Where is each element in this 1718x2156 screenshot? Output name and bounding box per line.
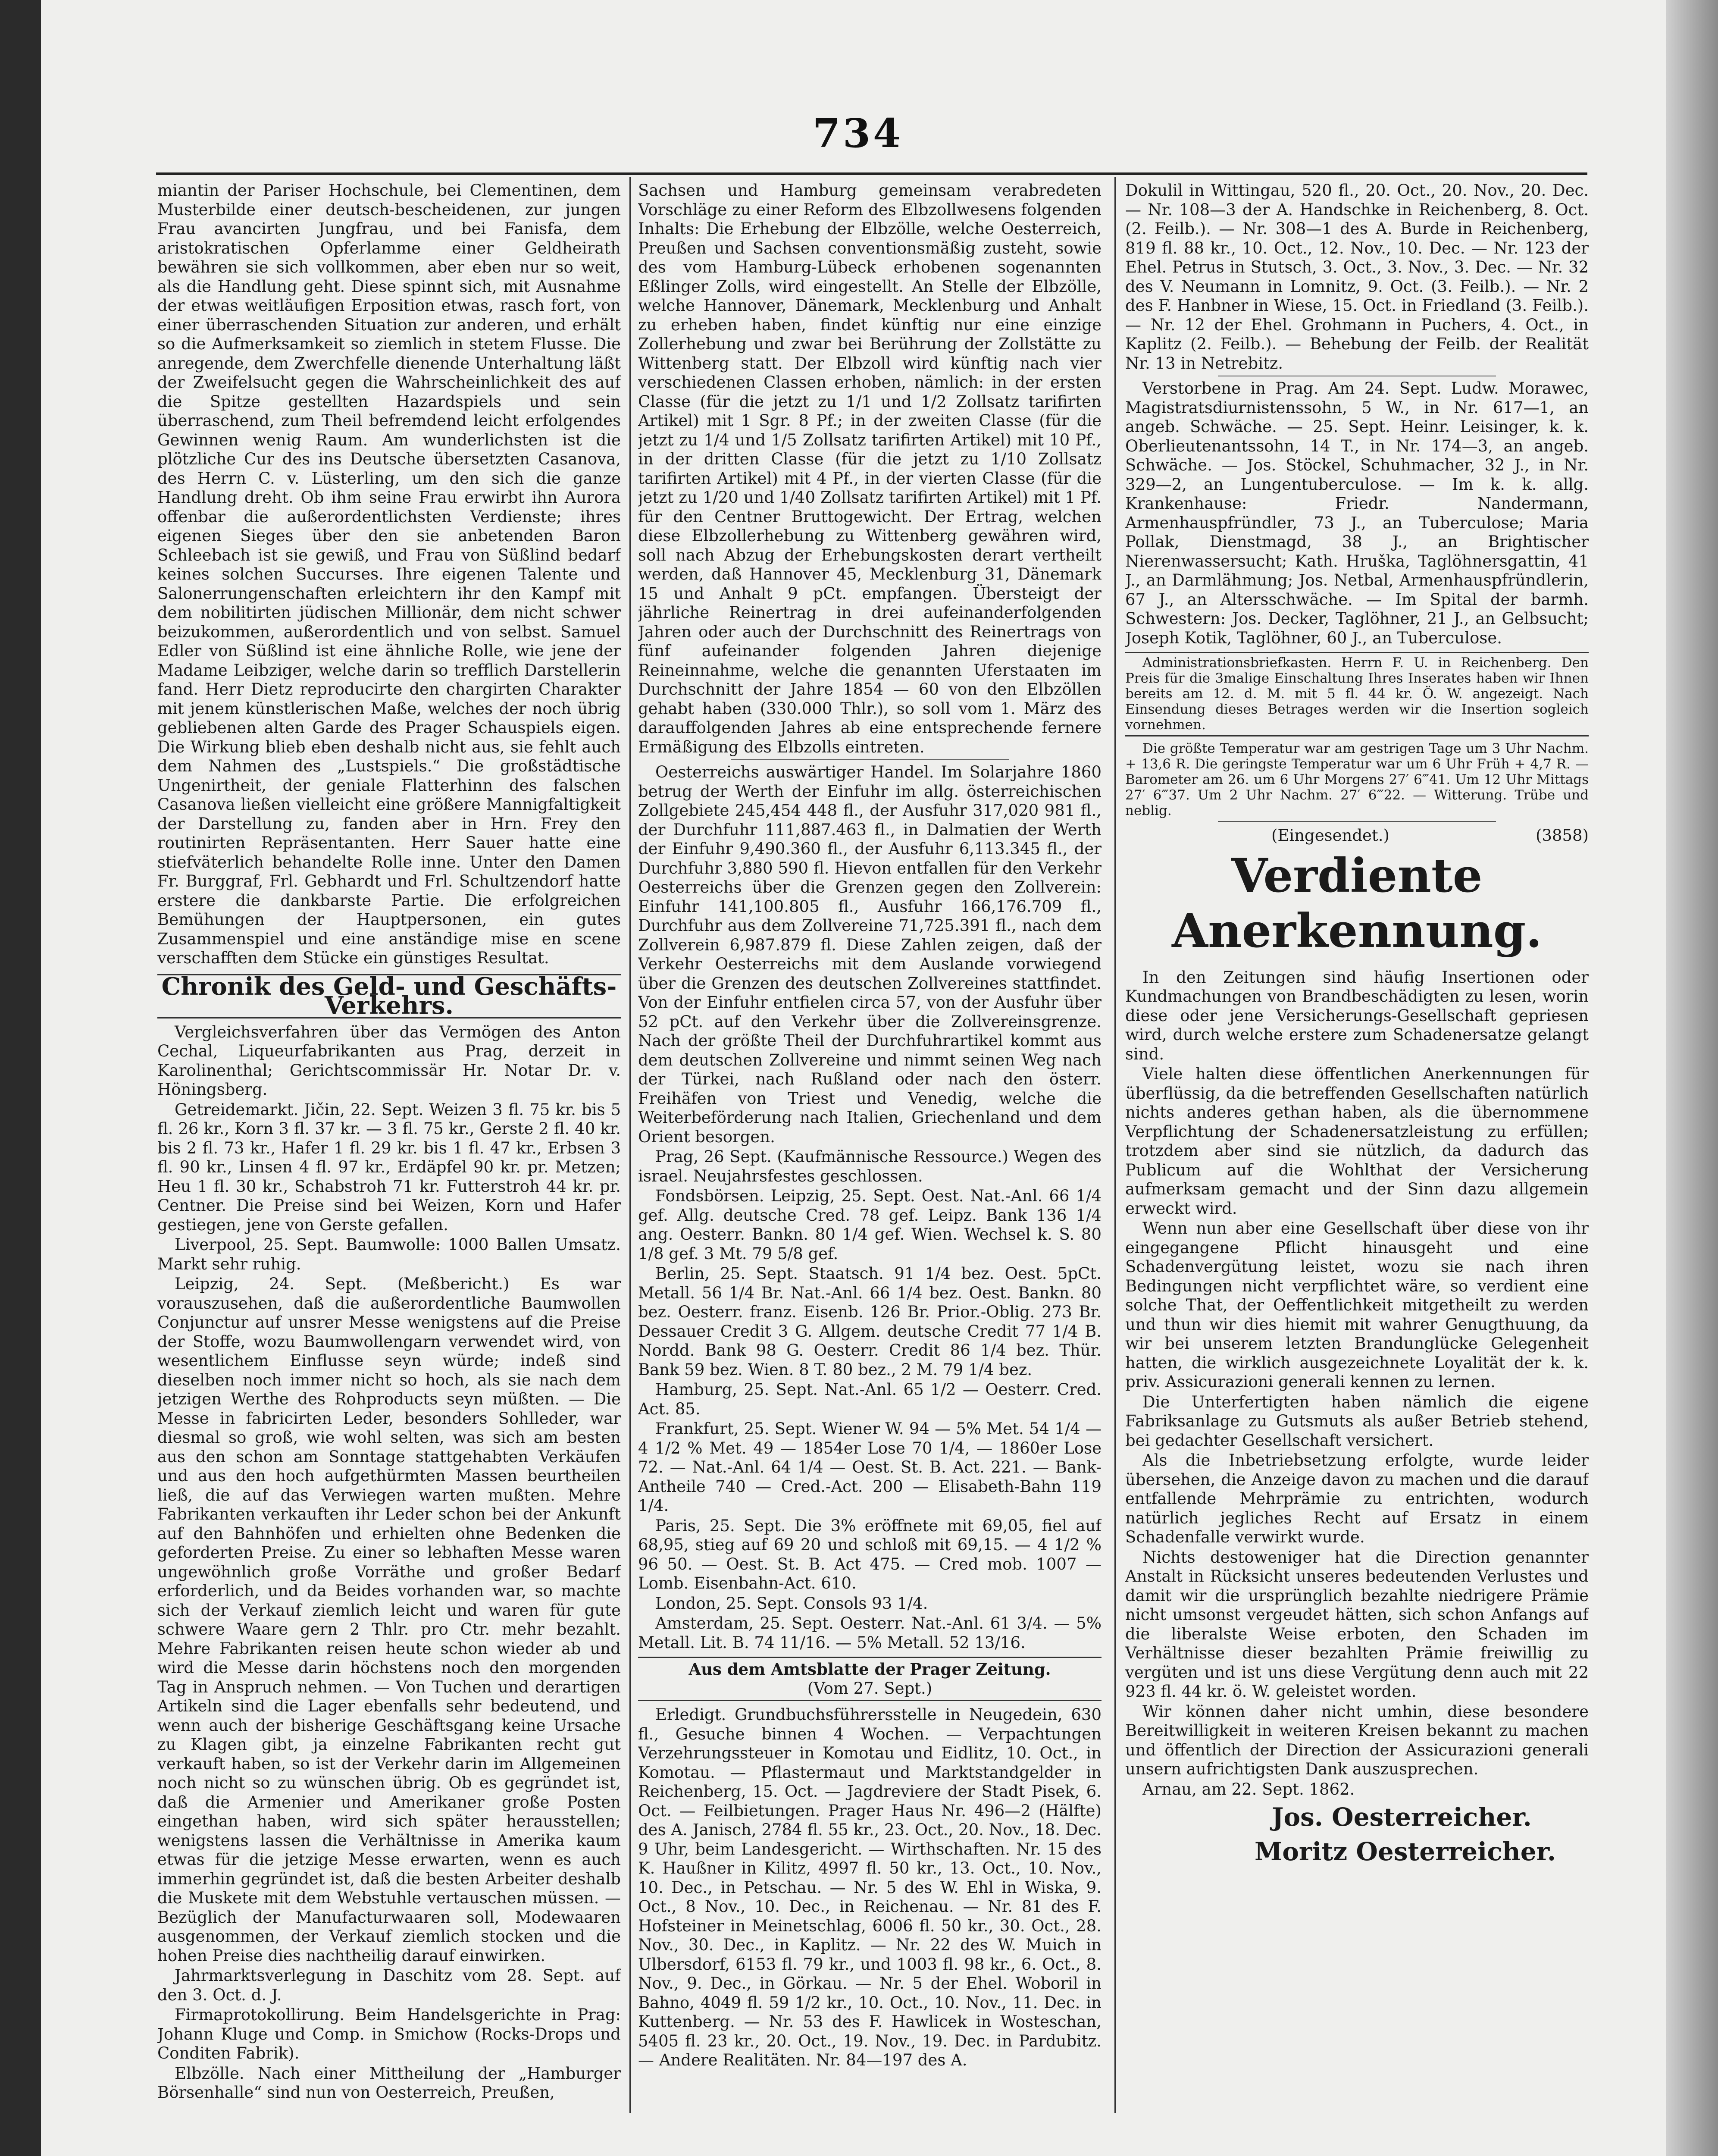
signature-2: Moritz Oesterreicher.	[1255, 1837, 1556, 1866]
inserat-paragraph: Als die Inbetriebsetzung erfolgte, wurde leider übersehen, die Anzeige davon zu machen und die darauf entfallende Mehrprämie zu entrichten, wodurch natürlich jegliches Recht auf Ersatz in einem Schadenfalle verwirkt wurde.	[1125, 1451, 1589, 1546]
inserat-paragraph: Wenn nun aber eine Gesellschaft über diese von ihr eingegangene Pflicht hinausgeht und eine Schadenvergütung leistet, wozu sie nach ihren Bedingungen nicht verpflichtet wäre, so verdient eine solche That, der Oeffentlichkeit mitgetheilt zu werden und thun wir dies hiemit mit wahrer Genugthuung, da wir bei unserem letzten Brandunglücke Gelegenheit hatten, die wirklich ausgezeichnete Loyalität der k. k. priv. Assicurazioni generali kennen zu lernen.	[1125, 1219, 1589, 1391]
inserat-paragraph: Viele halten diese öffentlichen Anerkennungen für überflüssig, da die betreffenden Gesellschaften natürlich nichts anderes gethan haben, als die übernommene Verpflichtung der Schadenersatzleistung zu erfüllen; trotzdem aber sind sie nützlich, da dadurch das Publicum auf die Wohlthat der Versicherung aufmerksam gemacht und der Sinn dazu allgemein erweckt wird.	[1125, 1065, 1589, 1218]
chronik-elbzoelle: Elbzölle. Nach einer Mittheilung der „Hamburger Börsenhalle“ sind nun von Oesterreich, Preußen,	[157, 2064, 621, 2102]
chronik-vergleich: Vergleichsverfahren über das Vermögen des Anton Cechal, Liqueurfabrikanten aus Prag, derzeit in Karolinenthal; Gerichtscommissär Hr. Notar Dr. v. Höningsberg.	[157, 1022, 621, 1099]
column-1	[157, 181, 621, 2113]
signature-1: Jos. Oesterreicher.	[1272, 1802, 1532, 1832]
column-divider-2	[1114, 177, 1116, 2113]
amtsblatt-text: Erledigt. Grundbuchsführersstelle in Neugedein, 630 fl., Gesuche binnen 4 Wochen. — Verpachtungen Verzehrungssteuer in Komotau und Eidlitz, 10. Oct., in Komotau. — Pflastermaut und Marktstandgelder in Reichenberg, 15. Oct. — Jagdreviere der Stadt Pisek, 6. Oct. — Feilbietungen. Prager Haus Nr. 496—2 (Hälfte) des A. Janisch, 2784 fl. 55 kr., 23. Oct., 20. Nov., 18. Dec. 9 Uhr, beim Landesgericht. — Wirthschaften. Nr. 15 des K. Haußner in Kilitz, 4997 fl. 50 kr., 13. Oct., 10. Nov., 10. Dec., in Petschau. — Nr. 5 des W. Ehl in Wiska, 9. Oct., 8 Nov., 10. Dec., in Reichenau. — Nr. 81 des F. Hofsteiner in Meinetschlag, 6006 fl. 50 kr., 30. Oct., 28. Nov., 30. Dec., in Kaplitz. — Nr. 22 des W. Muich in Ulbersdorf, 6153 fl. 79 kr., und 1003 fl. 98 kr., 6. Oct., 8. Nov., 9. Dec., in Görkau. — Nr. 5 der Ehel. Woboril in Bahno, 4049 fl. 59 1/2 kr., 10. Oct., 10. Nov., 11. Dec. in Kuttenberg. — Nr. 53 des F. Hawlicek in Wosteschan, 5405 fl. 23 kr., 20. Oct., 19. Nov., 19. Dec. in Pardubitz. — Andere Realitäten. Nr. 84—197 des A.	[638, 1705, 1102, 2069]
chronik-liverpool: Liverpool, 25. Sept. Baumwolle: 1000 Ballen Umsatz. Markt sehr ruhig.	[157, 1235, 621, 1273]
admin-box	[1125, 652, 1589, 736]
section-rule	[731, 759, 1009, 760]
section-rule	[1218, 821, 1496, 822]
boerse-paris: Paris, 25. Sept. Die 3% eröffnete mit 69,05, fiel auf 68,95, stieg auf 69 20 und schloß mit 69,15. — 4 1/2 % 96 50. — Oest. St. B. Act 475. — Cred mob. 1007 — Lomb. Eisenbahn-Act. 610.	[638, 1516, 1102, 1592]
chronik-leipzig-messe: Leipzig, 24. Sept. (Meßbericht.) Es war vorauszusehen, daß die außerordentliche Baumwollen Conjunctur auf unsrer Messe wenigstens auf die Preise der Stoffe, wozu Baumwollengarn verwendet wird, von wesentlichem Einflusse seyn würde; indeß sind dieselben noch immer nicht so hoch, als sie nach dem jetzigen Werthe des Rohproducts seyn müßten. — Die Messe in fabricirten Leder, besonders Sohlleder, war diesmal so groß, wie wohl selten, was sich am besten aus den schon am Sonntage stattgehabten Verkäufen und aus den hoch aufgethürmten Massen beurtheilen ließ, die auf das Verwiegen warten mußten. Mehre Fabrikanten verkauften ihr Leder schon bei der Ankunft auf den Bahnhöfen und erhielten ohne Bedenken die geforderten Preise. Zu einer so lebhaften Messe waren ungewöhnlich große Vorräthe und großer Bedarf erforderlich, und da Beides vorhanden war, so machte sich der Verkauf ziemlich leicht und waren für gute schwere Waare gern 2 Thlr. pro Ctr. mehr bezahlt. Mehre Fabrikanten reisen heute schon wieder ab und wird die Messe darin höchstens noch den morgenden Tag in Anspruch nehmen. — Von Tuchen und derartigen Artikeln sind die Lager ebenfalls sehr bedeutend, und wenn auch der bisherige Geschäftsgang keine Ursache zu Klagen gibt, ja einzelne Fabrikanten recht gut verkauft haben, so ist der Verkehr darin im Allgemeinen noch nicht so zu wünschen übrig. Ob es gegründet ist, daß die Armenier und Amerikaner große Posten eingethan haben, wird sich später herausstellen; wenigstens lassen die Verhältnisse in Amerika kaum etwas für die jetzige Messe erwarten, wenn es auch immerhin gegründet ist, daß die besten Arbeiter deshalb die Muskete mit dem Webstuhle vertauschen müssen. — Bezüglich der Manufacturwaaren soll, Modewaaren ausgenommen, der Verkauf ziemlich stocken und die hohen Preise dies nachtheilig darauf einwirken.	[157, 1275, 621, 1965]
prag-ressource: Prag, 26 Sept. (Kaufmännische Ressource.) Wegen des israel. Neujahrsfestes geschlossen.	[638, 1147, 1102, 1185]
inserat-place-date: Arnau, am 22. Sept. 1862.	[1142, 1780, 1355, 1799]
weather-report: Die größte Temperatur war am gestrigen Tage um 3 Uhr Nachm. + 13,6 R. Die geringste Temperatur war um 6 Uhr Früh + 4,7 R. — Barometer am 26. um 6 Uhr Morgens 27′ 6‴41. Um 12 Uhr Mittags 27′ 6‴37. Um 2 Uhr Nachm. 27′ 6‴22. — Witterung. Trübe und neblig.	[1125, 741, 1589, 818]
boerse-london: London, 25. Sept. Consols 93 1/4.	[655, 1594, 928, 1613]
inserat-paragraph: Nichts destoweniger hat die Direction genannter Anstalt in Rücksicht unseres bedeutenden Verlustes und damit wir die ursprünglich bezahlte niedrigere Prämie nicht umsonst vergeudet hätten, sich schon Anfangs auf die liberalste Weise erboten, den Schaden im Verhältnisse dieser bezahlten Prämie freiwillig zu vergüten und ist uns diese Vergütung denn auch mit 22 923 fl. 44 kr. ö. W. geleistet worden.	[1125, 1548, 1589, 1701]
inserat-header	[1125, 826, 1589, 846]
chronik-firma: Firmaprotokollirung. Beim Handelsgerichte in Prag: Johann Kluge und Comp. in Smichow (Rocks-Drops und Conditen Fabrik).	[157, 2006, 621, 2062]
boerse-amsterdam: Amsterdam, 25. Sept. Oesterr. Nat.-Anl. 61 3/4. — 5% Metall. Lit. B. 74 11/16. — 5% Metall. 52 13/16.	[638, 1614, 1102, 1652]
boerse-leipzig: Fondsbörsen. Leipzig, 25. Sept. Oest. Nat.-Anl. 66 1/4 gef. Allg. deutsche Cred. 78 gef. Leipz. Bank 136 1/4 ang. Oesterr. Bankn. 80 1/4 gef. Wien. Wechsel k. S. 80 1/8 gef. 3 Mt. 79 5/8 gef.	[638, 1187, 1102, 1263]
boerse-frankfurt: Frankfurt, 25. Sept. Wiener W. 94 — 5% Met. 54 1/4 — 4 1/2 % Met. 49 — 1854er Lose 70 1/4, — 1860er Lose 72. — Nat.-Anl. 64 1/4 — Oest. St. B. Act. 221. — Bank-Antheile 740 — Cred.-Act. 200 — Elisabeth-Bahn 119 1/4.	[638, 1420, 1102, 1515]
boerse-berlin: Berlin, 25. Sept. Staatsch. 91 1/4 bez. Oest. 5pCt. Metall. 56 1/4 Br. Nat.-Anl. 66 1/4 bez. Oest. Bankn. 80 bez. Oesterr. franz. Eisenb. 126 Br. Prior.-Oblig. 273 Br. Dessauer Credit 3 G. Allgem. deutsche Credit 77 1/4 B. Nordd. Bank 98 G. Oesterr. Credit 86 1/4 bez. Thür. Bank 59 bez. Wien. 8 T. 80 bez., 2 M. 79 1/4 bez.	[638, 1264, 1102, 1379]
page-number: 734	[812, 110, 904, 157]
theater-review: miantin der Pariser Hochschule, bei Clementinen, dem Musterbilde einer deutsch-bescheidenen, zur jungen Frau avancirten Jungfrau, und bei Fanisfa, dem aristokratischen Opferlamme einer Geldheirath bewähren sie sich vollkommen, aber eben nur so weit, als die Handlung geht. Diese spinnt sich, mit Ausnahme der etwas weitläufigen Erposition etwas, rasch fort, von einer überraschenden Situation zur anderen, und erhält so die Aufmerksamkeit so ziemlich in stetem Flusse. Die anregende, dem Zwerchfelle dienende Unterhaltung läßt der Zweifelsucht gegen die Wahrscheinlichkeit des auf die Spitze gestellten Hazardspiels und sein überraschend, zum Theil befremdend leicht erfolgendes Gewinnen wenig Raum. Am wunderlichsten ist die plötzliche Cur des ins Deutsche übersetzten Casanova, des Herrn C. v. Lüsterling, um den sich die ganze Handlung dreht. Ob ihm seine Frau erwirbt ihn Aurora offenbar die außerordentlichsten Verdienste; ihres eigenen Sieges über den sie anbetenden Baron Schleebach ist sie gewiß, und Frau von Süßlind bedarf keines solchen Succurses. Ihre eigenen Talente und Salonerrungenschaften erleichtern ihr den Kampf mit dem nobilitirten jüdischen Millionär, dem nicht schwer beizukommen, außerordentlich und von selbst. Samuel Edler von Süßlind ist eine ähnliche Rolle, wie jene der Madame Leibziger, welche darin so trefflich Darstellerin fand. Herr Dietz reproducirte den chargirten Charakter mit jenem künstlerischen Maße, welches der noch übrig gebliebenen alten Garde des Prager Schauspiels eigen. Die Wirkung blieb eben deshalb nicht aus, sie fehlt auch dem Nahmen des „Lustspiels.“ Die großstädtische Ungenirtheit, der geniale Flatterhinn des falschen Casanova ließen vielleicht eine größere Mannigfaltigkeit der Darstellung zu, fanden aber in Hrn. Frey den routinirten Repräsentanten. Herr Sauer hatte eine stiefväterlich behandelte Rolle inne. Unter den Damen Fr. Burggraf, Frl. Gebhardt und Frl. Schultzendorf hatte erstere die dankbarste Partie. Die erfolgreichen Bemühungen der Hauptpersonen, ein gutes Zusammenspiel und eine anständige mise en scene verschafften dem Stücke ein günstiges Resultat.	[157, 181, 621, 967]
amtsblatt-heading	[638, 1657, 1102, 1701]
column-3	[1125, 181, 1589, 2113]
chronik-getreidemarkt: Getreidemarkt. Jičin, 22. Sept. Weizen 3 fl. 75 kr. bis 5 fl. 26 kr., Korn 3 fl. 37 kr. — 3 fl. 75 kr., Gerste 2 fl. 40 kr. bis 2 fl. 73 kr., Hafer 1 fl. 29 kr. bis 1 fl. 47 kr., Erbsen 3 fl. 90 kr., Linsen 4 fl. 97 kr., Erdäpfel 90 kr. pr. Metzen; Heu 1 fl. 30 kr., Schabstroh 71 kr. Futterstroh 44 kr. pr. Centner. Die Preise sind bei Weizen, Korn und Hafer gestiegen, jene von Gerste gefallen.	[157, 1100, 621, 1234]
page-edge-shadow	[1666, 0, 1718, 2156]
chronik-jahrmarkt: Jahrmarktsverlegung in Daschitz vom 28. Sept. auf den 3. Oct. d. J.	[157, 1966, 621, 2004]
column-divider-1	[629, 177, 631, 2113]
chronik-heading: Chronik des Geld- und Geschäfts-Verkehrs.	[157, 974, 621, 1018]
inserat-eingesendet: (Eingesendet.)	[1271, 826, 1389, 845]
header-rule	[156, 172, 1587, 175]
handel-text: Oesterreichs auswärtiger Handel. Im Solarjahre 1860 betrug der Werth der Einfuhr im allg. österreichischen Zollgebiete 245,454 448 fl., der Ausfuhr 317,020 981 fl., der Durchfuhr 111,887.463 fl., in Dalmatien der Werth der Einfuhr 9,490.360 fl., der Ausfuhr 6,113.345 fl., der Durchfuhr 3,880 590 fl. Hievon entfallen für den Verkehr Oesterreichs über die Grenzen gegen den Zollverein: Einfuhr 141,100.805 fl., Ausfuhr 166,176.709 fl., Durchfuhr aus dem Zollvereine 71,725.391 fl., nach dem Zollverein 6,987.879 fl. Diese Zahlen zeigen, daß der Verkehr Oesterreichs mit dem Auslande vorwiegend über die Grenzen des deutschen Zollvereines stattfindet. Von der Einfuhr entfielen circa 57, von der Ausfuhr über 52 pCt. auf den Verkehr über die Zollvereinsgrenze. Nach der größte Theil der Durchfuhrartikel kommt aus dem deutschen Zollvereine und nimmt seinen Weg nach der Türkei, nach Rußland oder nach den österr. Freihäfen von Triest und Venedig, welche die Weiterbeförderung nach Italien, Griechenland und dem Orient besorgen.	[638, 763, 1102, 1146]
inserat-number: (3858)	[1535, 826, 1589, 845]
amtsblatt-continued: Dokulil in Wittingau, 520 fl., 20. Oct., 20. Nov., 20. Dec. — Nr. 108—3 der A. Handschke in Reichenberg, 8. Oct. (2. Feilb.). — Nr. 308—1 des A. Burde in Reichenberg, 819 fl. 88 kr., 10. Oct., 12. Nov., 10. Dec. — Nr. 123 der Ehel. Petrus in Stutsch, 3. Oct., 3. Nov., 3. Dec. — Nr. 32 des V. Neumann in Lomnitz, 9. Oct. (3. Feilb.). — Nr. 2 des F. Hanbner in Wiese, 15. Oct. in Friedland (3. Feilb.). — Nr. 12 der Ehel. Grohmann in Puchers, 4. Oct., in Kaplitz (2. Feilb.). — Behebung der Feilb. der Realität Nr. 13 in Netrebitz.	[1125, 181, 1589, 373]
verstorbene-text: Verstorbene in Prag. Am 24. Sept. Ludw. Morawec, Magistratsdiurnistenssohn, 5 W., in Nr. 617—1, an angeb. Schwäche. — 25. Sept. Heinr. Leisinger, k. k. Oberlieutenantssohn, 14 T., in Nr. 174—3, an angeb. Schwäche. — Jos. Stöckel, Schuhmacher, 32 J., in Nr. 329—2, an Lungentuberculose. — Im k. k. allg. Krankenhause: Friedr. Nandermann, Armenhauspfründler, 73 J., an Tuberculose; Maria Pollak, Dienstmagd, 38 J., an Brightischer Nierenwassersucht; Kath. Hruška, Taglöhnersgattin, 41 J., an Darmlähmung; Jos. Netbal, Armenhauspfründlerin, 67 J., an Altersschwäche. — Im Spital der barmh. Schwestern: Jos. Decker, Taglöhner, 21 J., an Gelbsucht; Joseph Kotik, Taglöhner, 60 J., an Tuberculose.	[1125, 379, 1589, 647]
inserat-paragraph: Wir können daher nicht umhin, diese besondere Bereitwilligkeit in weiteren Kreisen bekannt zu machen und öffentlich der Direction der Assicurazioni generali unsern aufrichtigsten Dank auszusprechen.	[1125, 1702, 1589, 1778]
admin-briefkasten: Administrationsbriefkasten. Herrn F. U. in Reichenberg. Den Preis für die 3malige Einschaltung Ihres Inserates haben wir Ihnen bereits am 12. d. M. mit 5 fl. 44 kr. Ö. W. angezeigt. Nach Einsendung dieses Betrages werden wir die Insertion sogleich vornehmen.	[1125, 655, 1589, 733]
amtsblatt-title: Aus dem Amtsblatte der Prager Zeitung.	[688, 1660, 1051, 1679]
inserat-paragraph: Die Unterfertigten haben nämlich die eigene Fabriksanlage zu Gutsmuts als außer Betrieb stehend, bei gedachter Gesellschaft versichert.	[1125, 1392, 1589, 1450]
inserat-paragraph: In den Zeitungen sind häufig Insertionen oder Kundmachungen von Brandbeschädigten zu lesen, worin diese oder jene Versicherungs-Gesellschaft gepriesen wird, durch welche erstere zum Schadenersatze gelangt sind.	[1125, 968, 1589, 1063]
amtsblatt-date: (Vom 27. Sept.)	[807, 1679, 933, 1698]
elbzoll-text: Sachsen und Hamburg gemeinsam verabredeten Vorschläge zu einer Reform des Elbzollwesens folgenden Inhalts: Die Erhebung der Elbzölle, welche Oesterreich, Preußen und Sachsen conventionsmäßig zusteht, sowie des vom Hamburg-Lübeck erhobenen sogenannten Eßlinger Zolls, wird eingestellt. An Stelle der Elbzölle, welche Hannover, Dänemark, Mecklenburg und Anhalt zu erheben haben, findet künftig nur eine einzige Zollerhebung und zwar bei Berührung der Zollstätte zu Wittenberg statt. Der Elbzoll wird künftig nach vier verschiedenen Classen erhoben, nämlich: in der ersten Classe (für die jetzt zu 1/1 und 1/2 Zollsatz tarifirten Artikel) mit 1 Sgr. 8 Pf.; in der zweiten Classe (für die jetzt zu 1/4 und 1/5 Zollsatz tarifirten Artikel) mit 10 Pf., in der dritten Classe (für die jetzt zu 1/10 Zollsatz tarifirten Artikel) mit 4 Pf., in der vierten Classe (für die jetzt zu 1/20 und 1/40 Zollsatz tarifirten Artikel) mit 1 Pf. für den Centner Bruttogewicht. Der Ertrag, welchen diese Elbzollerhebung zu Wittenberg gewähren wird, soll nach Abzug der Erhebungskosten derart vertheilt werden, daß Hannover 45, Mecklenburg 31, Dänemark 15 und Anhalt 9 pCt. empfangen. Übersteigt der jährliche Reinertrag in drei aufeinanderfolgenden Jahren oder auch der Durchschnitt des Reinertrags von fünf aufeinander folgenden Jahren diejenige Reineinnahme, welche die genannten Uferstaaten im Durchschnitt der Jahre 1854 — 60 von den Elbzöllen gehabt haben (330.000 Thlr.), so soll vom 1. März des darauffolgenden Jahres ab eine entsprechende fernere Ermäßigung des Elbzolls eintreten.	[638, 181, 1102, 756]
boerse-hamburg: Hamburg, 25. Sept. Nat.-Anl. 65 1/2 — Oesterr. Cred. Act. 85.	[638, 1380, 1102, 1418]
scan-left-background	[0, 0, 41, 2156]
inserat-title: Verdiente Anerkennung.	[1172, 848, 1542, 958]
column-2	[638, 181, 1102, 2113]
